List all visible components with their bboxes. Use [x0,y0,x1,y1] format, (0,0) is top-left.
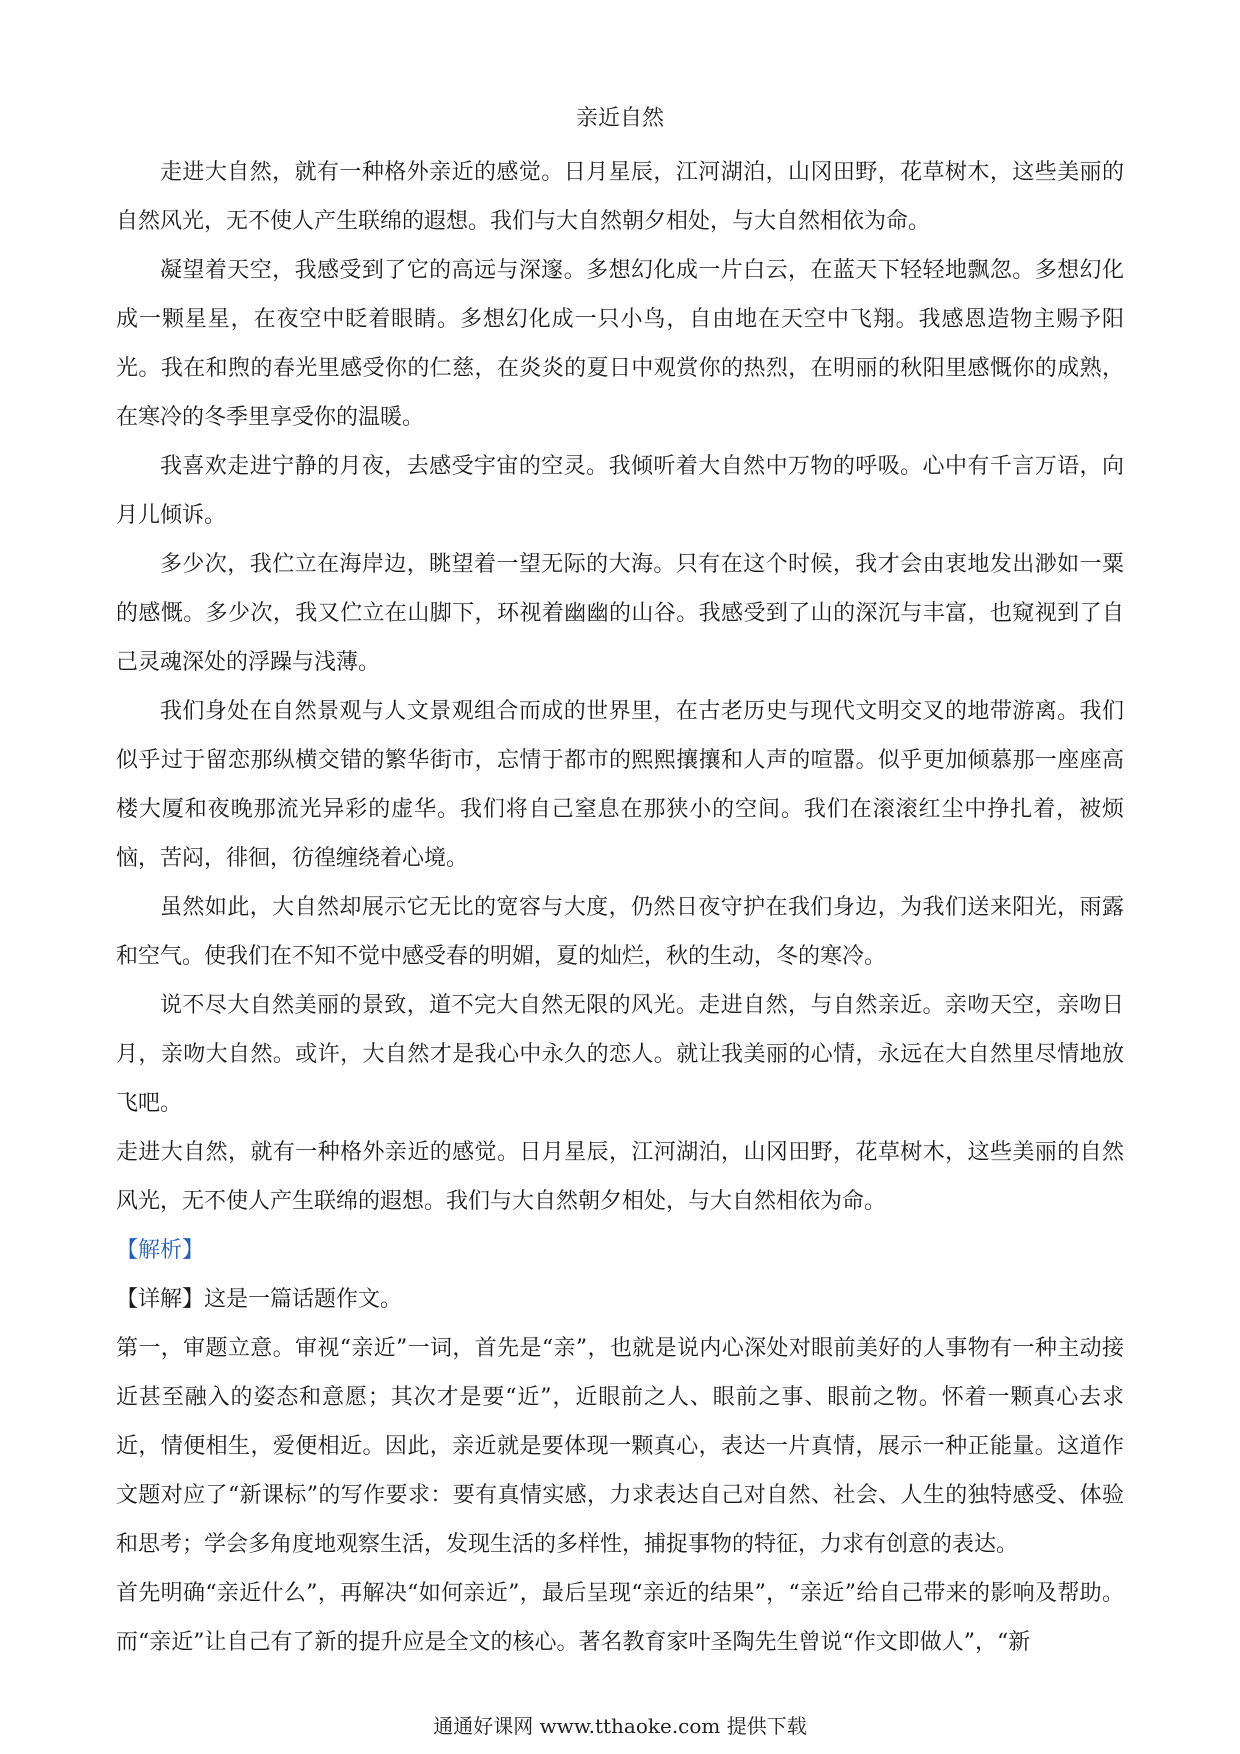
essay-paragraph-4: 多少次，我伫立在海岸边，眺望着一望无际的大海。只有在这个时候，我才会由衷地发出渺如一粟的感慨。多少次，我又伫立在山脚下，环视着幽幽的山谷。我感受到了山的深沉与丰富，也窥视到了自己灵魂深处的浮躁与浅薄。 [116,552,1124,675]
detail-line [116,1275,1124,1324]
detail-text: 这是一篇话题作文。 [204,1287,403,1312]
essay-closing-paragraph: 走进大自然，就有一种格外亲近的感觉。日月星辰，江河湖泊，山冈田野，花草树木，这些美丽的自然风光，无不使人产生联绵的遐想。我们与大自然朝夕相处，与大自然相依为命。 [116,1140,1124,1214]
essay-paragraph-5: 我们身处在自然景观与人文景观组合而成的世界里，在古老历史与现代文明交叉的地带游离。我们似乎过于留恋那纵横交错的繁华街市，忘情于都市的熙熙攘攘和人声的喧嚣。似乎更加倾慕那一座座高楼大厦和夜晚那流光异彩的虚华。我们将自己窒息在那狭小的空间。我们在滚滚红尘中挣扎着，被烦恼，苦闷，徘徊，彷徨缠绕着心境。 [116,699,1124,871]
analysis-paragraph-2: 首先明确“亲近什么”，再解决“如何亲近”，最后呈现“亲近的结果”，“亲近”给自己带来的影响及帮助。而“亲近”让自己有了新的提升应是全文的核心。著名教育家叶圣陶先生曾说“作文即做人”，“新 [116,1581,1124,1655]
essay-paragraph-2: 凝望着天空，我感受到了它的高远与深邃。多想幻化成一片白云，在蓝天下轻轻地飘忽。多想幻化成一颗星星，在夜空中眨着眼睛。多想幻化成一只小鸟，自由地在天空中飞翔。我感恩造物主赐予阳光。我在和煦的春光里感受你的仁慈，在炎炎的夏日中观赏你的热烈，在明丽的秋阳里感慨你的成熟，在寒冷的冬季里享受你的温暖。 [116,258,1124,430]
essay-paragraph-3: 我喜欢走进宁静的月夜，去感受宇宙的空灵。我倾听着大自然中万物的呼吸。心中有千言万语，向月儿倾诉。 [116,454,1124,528]
analysis-heading: 【解析】 [116,1238,205,1263]
essay-title: 亲近自然 [575,106,664,131]
essay-paragraph-7: 说不尽大自然美丽的景致，道不完大自然无限的风光。走进自然，与自然亲近。亲吻天空，亲吻日月，亲吻大自然。或许，大自然才是我心中永久的恋人。就让我美丽的心情，永远在大自然里尽情地放飞吧。 [116,993,1124,1116]
detail-label: 【详解】 [116,1287,205,1312]
content-block [116,148,1124,1667]
page-footer: 通通好课网 www.tthaoke.com 提供下载 [433,1714,807,1738]
analysis-paragraph-1: 第一，审题立意。审视“亲近”一词，首先是“亲”，也就是说内心深处对眼前美好的人事物有一种主动接近甚至融入的姿态和意愿；其次才是要“近”，近眼前之人、眼前之事、眼前之物。怀着一颗真心去求近，情便相生，爱便相近。因此，亲近就是要体现一颗真心，表达一片真情，展示一种正能量。这道作文题对应了“新课标”的写作要求：要有真情实感，力求表达自己对自然、社会、人生的独特感受、体验和思考；学会多角度地观察生活，发现生活的多样性，捕捉事物的特征，力求有创意的表达。 [116,1336,1124,1557]
essay-paragraph-6: 虽然如此，大自然却展示它无比的宽容与大度，仍然日夜守护在我们身边，为我们送来阳光，雨露和空气。使我们在不知不觉中感受春的明媚，夏的灿烂，秋的生动，冬的寒冷。 [116,895,1124,969]
essay-paragraph-1: 走进大自然，就有一种格外亲近的感觉。日月星辰，江河湖泊，山冈田野，花草树木，这些美丽的自然风光，无不使人产生联绵的遐想。我们与大自然朝夕相处，与大自然相依为命。 [116,160,1124,234]
